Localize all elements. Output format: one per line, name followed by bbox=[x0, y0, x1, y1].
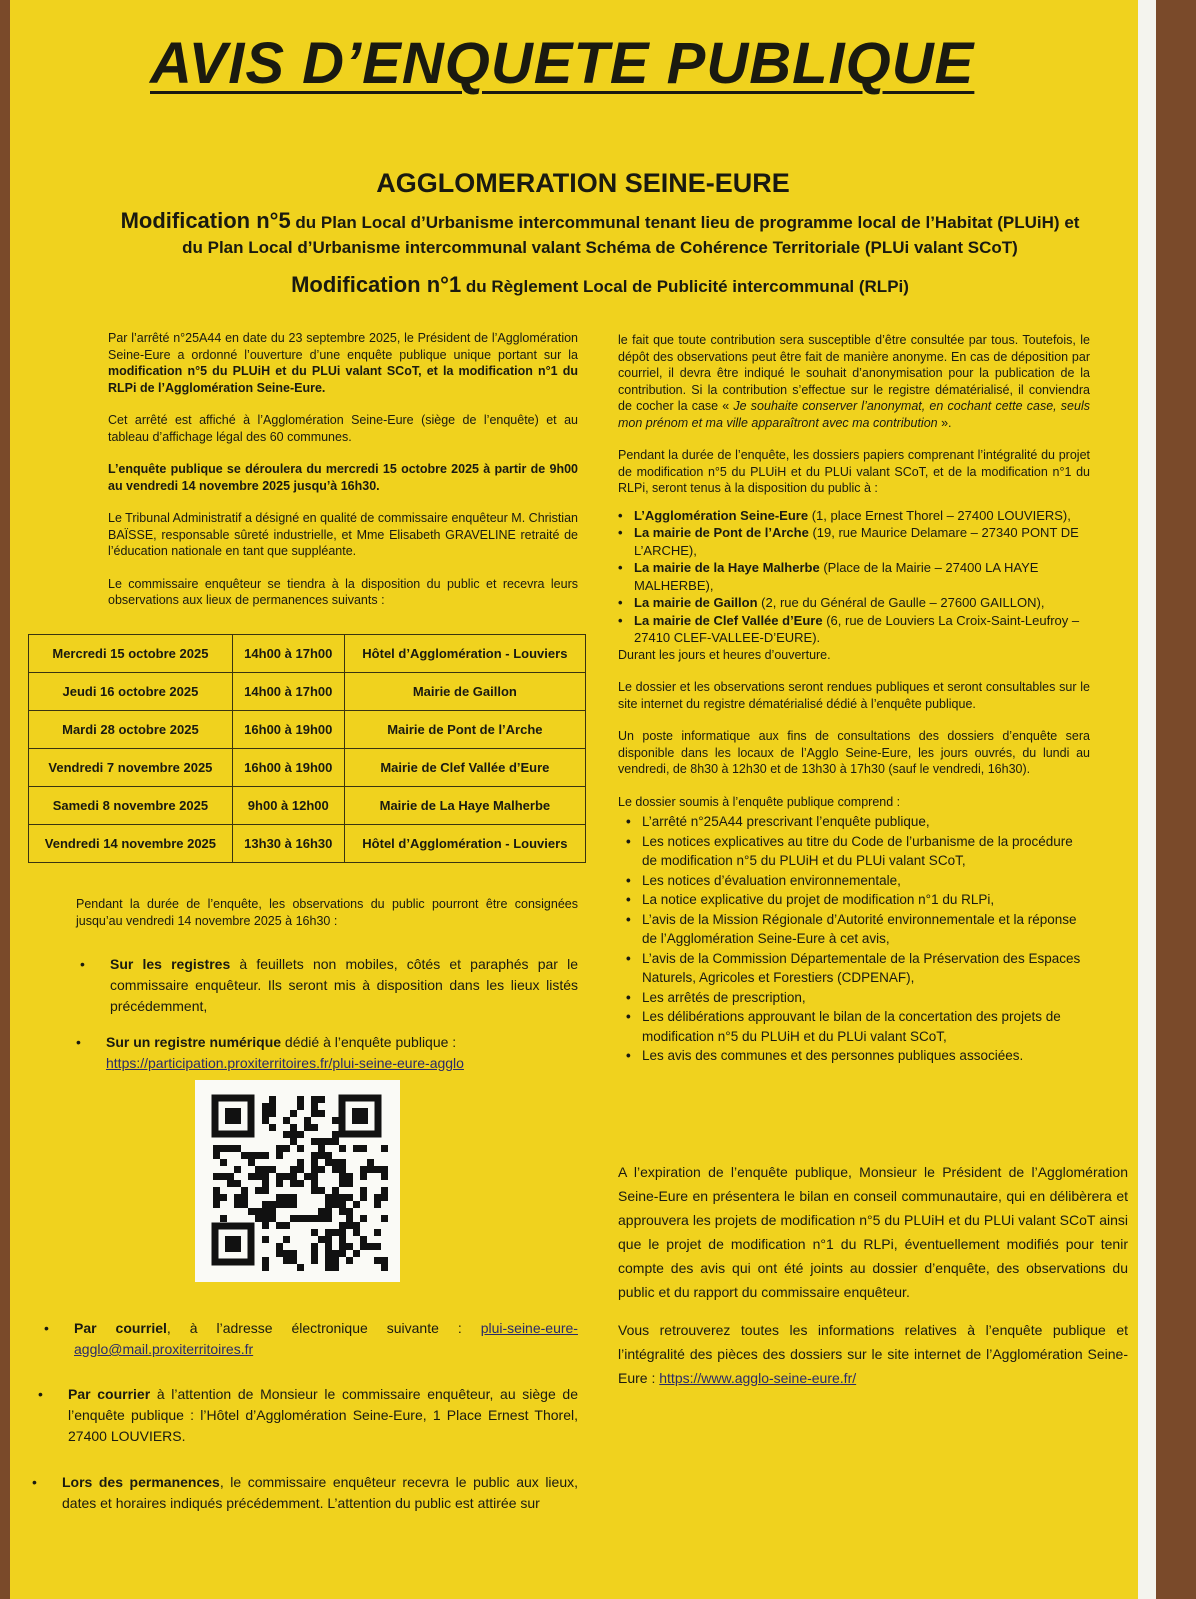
list-item-registre-numerique bbox=[76, 1032, 578, 1074]
subtitle-lead: Modification n°1 bbox=[291, 272, 462, 297]
bullet-icon: • bbox=[76, 1034, 81, 1050]
horaires-paragraph: Durant les jours et heures d’ouverture. bbox=[618, 647, 831, 662]
arrete-paragraph bbox=[108, 330, 578, 396]
list-item-courriel bbox=[44, 1318, 578, 1360]
bullet-lead: Lors des permanences bbox=[62, 1474, 220, 1490]
commissaire-paragraph: Le Tribunal Administratif a désigné en qualité de commissaire enquêteur M. Christian BAÏSSE, responsable sûreté industrielle, et Mme Elisabeth GRAVELINE retraité de l’éducation nationale en tant que suppléante. bbox=[108, 511, 578, 558]
mairie-name: La mairie de Pont de l’Arche bbox=[634, 525, 809, 540]
permanences-intro: Le commissaire enquêteur se tiendra à la disposition du public et recevra leurs observations aux lieux de permanences suivants : bbox=[108, 576, 578, 607]
table-row bbox=[29, 787, 586, 825]
mairie-address: (1, place Ernest Thorel – 27400 LOUVIERS), bbox=[808, 507, 1071, 523]
bullet-text: dédié à l’enquête publique : bbox=[281, 1034, 457, 1050]
bullet-lead: Sur un registre numérique bbox=[106, 1034, 282, 1050]
table-row bbox=[29, 749, 586, 787]
list-item: • Les délibérations approuvant le bilan de la concertation des projets de modification n°5 du PLUiH et du PLUi valant SCoT, bbox=[626, 1007, 1090, 1046]
website-link[interactable]: https://www.agglo-seine-eure.fr/ bbox=[659, 1370, 857, 1386]
right-column-intro bbox=[618, 332, 1090, 1066]
mairie-address: (19, rue Maurice Delamare – 27340 PONT DE L’ARCHE), bbox=[634, 525, 1079, 558]
permanence-time: 14h00 à 17h00 bbox=[232, 673, 344, 711]
mairie-address: (Place de la Mairie – 27400 LA HAYE MALHERBE), bbox=[634, 560, 1039, 593]
permanence-place: Mairie de La Haye Malherbe bbox=[344, 787, 585, 825]
observations-intro: Pendant la durée de l’enquête, les observations du public pourront être consignées jusqu’au vendredi 14 novembre 2025 à 16h30 : bbox=[76, 897, 578, 928]
bullet-text: à feuillets non mobiles, côtés et paraphés par le commissaire enquêteur. Ils seront mis à disposition dans les lieux listés précédemment, bbox=[110, 956, 578, 1014]
courriel-link[interactable]: plui-seine-eure-agglo@mail.proxiterritoires.fr bbox=[74, 1320, 578, 1357]
list-item bbox=[618, 524, 1090, 559]
list-item-courrier bbox=[38, 1384, 578, 1447]
paragraph-text: le fait que toute contribution sera susceptible d’être consultée par tous. Toutefois, le dépôt des observations peut être fait de manière anonyme. En cas de déposition par courriel, il devra être indiqué le souhait d’anonymisation pour la publication de la contribution. Si la contribution s’effectue sur le registre dématérialisé, il conviendra de cocher la case « bbox=[618, 333, 1090, 413]
list-item bbox=[618, 612, 1090, 647]
permanence-place: Hôtel d’Agglomération - Louviers bbox=[344, 825, 585, 863]
permanence-date: Vendredi 14 novembre 2025 bbox=[29, 825, 233, 863]
permanences-table bbox=[28, 634, 586, 863]
dossiers-papiers-paragraph: Pendant la durée de l’enquête, les dossiers papiers comprenant l’intégralité du projet de modification n°5 du PLUiH et du PLUi valant SCoT, et de la modification n°1 du RLPi, seront tenus à la disposition du public à : bbox=[618, 448, 1090, 495]
permanence-time: 14h00 à 17h00 bbox=[232, 635, 344, 673]
list-item: • L’avis de la Mission Régionale d’Autorité environnementale et la réponse de l’Agglomération Seine-Eure à cet avis, bbox=[626, 910, 1090, 949]
permanence-place: Hôtel d’Agglomération - Louviers bbox=[344, 635, 585, 673]
bullet-lead: Par courriel bbox=[74, 1320, 167, 1336]
permanence-time: 16h00 à 19h00 bbox=[232, 749, 344, 787]
subtitle-lead: Modification n°5 bbox=[120, 208, 291, 233]
paragraph-emphasis: modification n°5 du PLUiH et du PLUi valant SCoT, et la modification n°1 du RLPi de l’Agglomération Seine-Eure. bbox=[108, 364, 578, 395]
consultation-paragraph: Le dossier et les observations seront rendues publiques et seront consultables sur le site internet du registre dématérialisé dédié à l’enquête publique. bbox=[618, 680, 1090, 711]
mairie-name: La mairie de Clef Vallée d’Eure bbox=[634, 612, 823, 628]
mairies-list bbox=[618, 507, 1090, 647]
permanence-time: 13h30 à 16h30 bbox=[232, 825, 344, 863]
table-row bbox=[29, 635, 586, 673]
poste-informatique-paragraph: Un poste informatique aux fins de consultations des dossiers d’enquête sera disponible dans les locaux de l’Agglo Seine-Eure, les jours ouvrés, du lundi au vendredi, de 8h30 à 12h30 et de 13h30 à 17h30 (sauf le vendredi, 16h30). bbox=[618, 729, 1090, 776]
mairie-address: (2, rue du Général de Gaulle – 27600 GAILLON), bbox=[757, 595, 1045, 610]
permanence-date: Mercredi 15 octobre 2025 bbox=[29, 635, 233, 673]
list-item: • Les avis des communes et des personnes publiques associées. bbox=[626, 1046, 1090, 1066]
list-item-permanences bbox=[32, 1472, 579, 1514]
list-item: • L’arrêté n°25A44 prescrivant l’enquête publique, bbox=[626, 812, 1090, 832]
list-item: • L’avis de la Commission Départementale de la Préservation des Espaces Naturels, Agricoles et Forestiers (CDPENAF), bbox=[626, 949, 1090, 988]
left-column-intro bbox=[108, 330, 578, 625]
subtitle-text: du Règlement Local de Publicité intercommunal (RLPi) bbox=[461, 277, 909, 296]
bullet-icon: • bbox=[44, 1320, 49, 1336]
list-item bbox=[618, 594, 1090, 612]
list-item: • Les notices explicatives au titre du Code de l’urbanisme de la procédure de modification n°5 du PLUiH et du PLUi valant SCoT, bbox=[626, 832, 1090, 871]
list-item: • Les notices d’évaluation environnementale, bbox=[626, 871, 1090, 891]
bullet-icon: • bbox=[80, 956, 85, 972]
list-item bbox=[618, 559, 1090, 594]
list-item bbox=[618, 507, 1090, 525]
bullet-text: , à l’adresse électronique suivante : bbox=[166, 1320, 481, 1336]
permanence-place: Mairie de Clef Vallée d’Eure bbox=[344, 749, 585, 787]
mairie-name: L’Agglomération Seine-Eure bbox=[634, 507, 809, 523]
permanence-time: 9h00 à 12h00 bbox=[232, 787, 344, 825]
mairie-name: La mairie de la Haye Malherbe bbox=[634, 560, 820, 575]
anonymat-paragraph bbox=[618, 332, 1090, 431]
bullet-icon: • bbox=[38, 1386, 43, 1402]
table-row bbox=[29, 711, 586, 749]
page-title: AVIS D’ENQUETE PUBLIQUE bbox=[150, 31, 975, 96]
table-row bbox=[29, 673, 586, 711]
registre-numerique-link[interactable]: https://participation.proxiterritoires.fr/plui-seine-eure-agglo bbox=[106, 1055, 464, 1071]
mairie-name: La mairie de Gaillon bbox=[634, 595, 758, 610]
paragraph-text: Vous retrouverez toutes les informations relatives à l’enquête publique et l’intégralité des pièces des dossiers sur le site internet de l’Agglomération Seine-Eure : bbox=[618, 1322, 1128, 1386]
subtitle-modification-1 bbox=[110, 272, 1090, 298]
dates-paragraph: L’enquête publique se déroulera du mercredi 15 octobre 2025 à partir de 9h00 au vendredi 14 novembre 2025 jusqu’à 16h30. bbox=[108, 462, 578, 493]
informations-paragraph bbox=[618, 1318, 1128, 1390]
list-item: • La notice explicative du projet de modification n°1 du RLPi, bbox=[626, 890, 1090, 910]
subtitle-modification-5 bbox=[110, 208, 1090, 260]
permanence-place: Mairie de Pont de l’Arche bbox=[344, 711, 585, 749]
organization-heading: AGGLOMERATION SEINE-EURE bbox=[376, 168, 790, 198]
list-item: • Les arrêtés de prescription, bbox=[626, 988, 1090, 1008]
bullet-icon: • bbox=[32, 1474, 37, 1490]
dossier-intro: Le dossier soumis à l’enquête publique comprend : bbox=[618, 794, 901, 809]
bullet-text: , le commissaire enquêteur recevra le public aux lieux, dates et horaires indiqués précédemment. L’attention du public est attirée sur bbox=[62, 1474, 579, 1511]
table-row bbox=[29, 825, 586, 863]
expiration-paragraph: A l’expiration de l’enquête publique, Monsieur le Président de l’Agglomération Seine-Eure en présentera le bilan en conseil communautaire, qui en délibèrera et approuvera les projets de modification n°5 du PLUiH et du PLUi valant SCoT ainsi que le projet de modification n°1 du RLPi, éventuellement modifiés pour tenir compte des avis qui ont été joints au dossier d’enquête, des observations du public et du rapport du commissaire enquêteur. bbox=[618, 1164, 1128, 1300]
permanence-date: Mardi 28 octobre 2025 bbox=[29, 711, 233, 749]
paragraph-italic: Je souhaite conserver l’anonymat, en cochant cette case, seuls mon prénom et ma ville apparaîtront avec ma contribution bbox=[618, 399, 1090, 430]
subtitle-text: du Plan Local d’Urbanisme intercommunal tenant lieu de programme local de l’Habitat (PLUiH) et du Plan Local d’Urbanisme intercommunal valant Schéma de Cohérence Territoriale (PLUi valant SCoT) bbox=[182, 213, 1080, 257]
mairie-address: (6, rue de Louviers La Croix-Saint-Leufroy – 27410 CLEF-VALLEE-D’EURE). bbox=[634, 612, 1080, 645]
qr-code-icon[interactable] bbox=[195, 1080, 400, 1282]
list-item-registres bbox=[80, 954, 578, 1017]
bullet-lead: Par courrier bbox=[68, 1386, 151, 1402]
permanence-time: 16h00 à 19h00 bbox=[232, 711, 344, 749]
permanence-date: Vendredi 7 novembre 2025 bbox=[29, 749, 233, 787]
permanence-date: Samedi 8 novembre 2025 bbox=[29, 787, 233, 825]
permanence-date: Jeudi 16 octobre 2025 bbox=[29, 673, 233, 711]
paragraph-text: Par l’arrêté n°25A44 en date du 23 septembre 2025, le Président de l’Agglomération Seine-Eure a ordonné l’ouverture d’une enquête publique unique portant sur la bbox=[108, 331, 578, 362]
paragraph-text: ». bbox=[937, 415, 952, 430]
affichage-paragraph: Cet arrêté est affiché à l’Agglomération Seine-Eure (siège de l’enquête) et au tableau d’affichage légal des 60 communes. bbox=[108, 413, 578, 444]
bullet-text: à l’attention de Monsieur le commissaire enquêteur, au siège de l’enquête publique : l’Hôtel d’Agglomération Seine-Eure, 1 Place Ernest Thorel, 27400 LOUVIERS. bbox=[68, 1386, 578, 1444]
dossier-list bbox=[626, 812, 1090, 1066]
permanence-place: Mairie de Gaillon bbox=[344, 673, 585, 711]
bullet-lead: Sur les registres bbox=[110, 956, 231, 972]
